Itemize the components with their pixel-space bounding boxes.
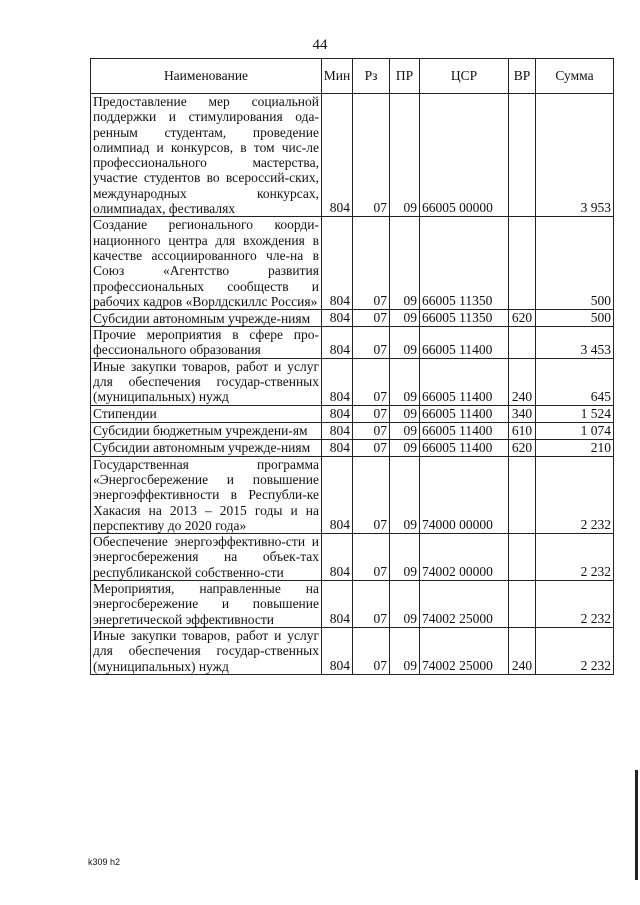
cell-csr: 74002 25000 (420, 581, 509, 628)
cell-rz: 07 (353, 358, 390, 405)
cell-csr: 66005 11350 (420, 217, 509, 310)
cell-name: Обеспечение энергоэффективно-сти и энергосбережения на объек-тах республиканской собственно-сти (91, 534, 322, 581)
cell-vr: 620 (509, 439, 536, 456)
cell-rz: 07 (353, 627, 390, 674)
cell-vr: 610 (509, 422, 536, 439)
table-row (91, 534, 614, 581)
cell-sum: 500 (536, 310, 614, 327)
cell-rz: 07 (353, 94, 390, 217)
cell-sum: 2 232 (536, 581, 614, 628)
cell-vr: 340 (509, 405, 536, 422)
cell-min: 804 (322, 439, 353, 456)
cell-vr (509, 534, 536, 581)
cell-rz: 07 (353, 405, 390, 422)
cell-csr: 74000 00000 (420, 456, 509, 533)
cell-csr: 66005 11400 (420, 405, 509, 422)
cell-vr (509, 327, 536, 359)
cell-pr: 09 (390, 439, 420, 456)
document-code: k309 h2 (88, 857, 121, 867)
header-vr: ВР (509, 59, 536, 94)
cell-csr: 74002 00000 (420, 534, 509, 581)
table-row (91, 581, 614, 628)
cell-min: 804 (322, 310, 353, 327)
cell-csr: 66005 00000 (420, 94, 509, 217)
cell-rz: 07 (353, 217, 390, 310)
cell-rz: 07 (353, 422, 390, 439)
cell-name: Стипендии (91, 405, 322, 422)
cell-vr: 240 (509, 358, 536, 405)
cell-vr (509, 456, 536, 533)
cell-pr: 09 (390, 456, 420, 533)
cell-rz: 07 (353, 439, 390, 456)
cell-csr: 66005 11400 (420, 327, 509, 359)
header-sum: Сумма (536, 59, 614, 94)
scan-edge-mark (635, 770, 638, 880)
table-row (91, 310, 614, 327)
table-row (91, 217, 614, 310)
table-row (91, 439, 614, 456)
cell-min: 804 (322, 534, 353, 581)
cell-pr: 09 (390, 422, 420, 439)
cell-sum: 3 953 (536, 94, 614, 217)
cell-sum: 1 074 (536, 422, 614, 439)
table-header-row (91, 59, 614, 94)
cell-name: Субсидии автономным учрежде-ниям (91, 310, 322, 327)
cell-pr: 09 (390, 217, 420, 310)
table-row (91, 627, 614, 674)
cell-name: Субсидии автономным учрежде-ниям (91, 439, 322, 456)
header-rz: Рз (353, 59, 390, 94)
cell-sum: 2 232 (536, 534, 614, 581)
cell-min: 804 (322, 358, 353, 405)
cell-csr: 66005 11400 (420, 422, 509, 439)
cell-min: 804 (322, 217, 353, 310)
cell-pr: 09 (390, 405, 420, 422)
cell-sum: 500 (536, 217, 614, 310)
cell-pr: 09 (390, 581, 420, 628)
cell-min: 804 (322, 581, 353, 628)
cell-pr: 09 (390, 627, 420, 674)
cell-vr (509, 217, 536, 310)
table-row (91, 405, 614, 422)
cell-name: Государственная программа «Энергосбережение и повышение энергоэффективности в Республи-ке Хакасия на 2013 – 2015 годы и на перспективу до 2020 года» (91, 456, 322, 533)
cell-name: Мероприятия, направленные на энергосбережение и повышение энергетической эффективности (91, 581, 322, 628)
table-row (91, 94, 614, 217)
cell-csr: 66005 11400 (420, 439, 509, 456)
cell-pr: 09 (390, 94, 420, 217)
page-number: 44 (312, 37, 328, 53)
cell-name: Предоставление мер социальной поддержки и стимулирования ода-ренным студентам, проведение олимпиад и конкурсов, в том чис-ле профессионального мастерства, участие студентов во всероссий-ских, международных конкурсах, олимпиадах, фестивалях (91, 94, 322, 217)
cell-rz: 07 (353, 581, 390, 628)
table-row (91, 456, 614, 533)
table-row (91, 358, 614, 405)
cell-min: 804 (322, 94, 353, 217)
cell-csr: 74002 25000 (420, 627, 509, 674)
cell-vr: 620 (509, 310, 536, 327)
cell-name: Иные закупки товаров, работ и услуг для обеспечения государ-ственных (муниципальных) нужд (91, 358, 322, 405)
cell-rz: 07 (353, 310, 390, 327)
cell-min: 804 (322, 456, 353, 533)
header-name: Наименование (91, 59, 322, 94)
cell-sum: 210 (536, 439, 614, 456)
cell-vr (509, 94, 536, 217)
table-row (91, 327, 614, 359)
cell-rz: 07 (353, 534, 390, 581)
header-min: Мин (322, 59, 353, 94)
cell-rz: 07 (353, 327, 390, 359)
cell-sum: 2 232 (536, 627, 614, 674)
cell-vr: 240 (509, 627, 536, 674)
header-pr: ПР (390, 59, 420, 94)
budget-table (90, 58, 614, 675)
table-row (91, 422, 614, 439)
cell-rz: 07 (353, 456, 390, 533)
cell-name: Прочие мероприятия в сфере про-фессионального образования (91, 327, 322, 359)
cell-name: Субсидии бюджетным учреждени-ям (91, 422, 322, 439)
cell-vr (509, 581, 536, 628)
cell-sum: 645 (536, 358, 614, 405)
cell-name: Иные закупки товаров, работ и услуг для обеспечения государ-ственных (муниципальных) нужд (91, 627, 322, 674)
header-csr: ЦСР (420, 59, 509, 94)
cell-sum: 3 453 (536, 327, 614, 359)
cell-pr: 09 (390, 358, 420, 405)
cell-pr: 09 (390, 310, 420, 327)
cell-csr: 66005 11400 (420, 358, 509, 405)
cell-pr: 09 (390, 327, 420, 359)
cell-min: 804 (322, 405, 353, 422)
cell-pr: 09 (390, 534, 420, 581)
cell-name: Создание регионального коорди-национного центра для вхождения в качестве ассоциированного чле-на в Союз «Агентство развития профессиональных сообществ и рабочих кадров «Ворлдскиллс Россия» (91, 217, 322, 310)
cell-min: 804 (322, 422, 353, 439)
cell-sum: 1 524 (536, 405, 614, 422)
cell-min: 804 (322, 627, 353, 674)
cell-min: 804 (322, 327, 353, 359)
cell-sum: 2 232 (536, 456, 614, 533)
cell-csr: 66005 11350 (420, 310, 509, 327)
